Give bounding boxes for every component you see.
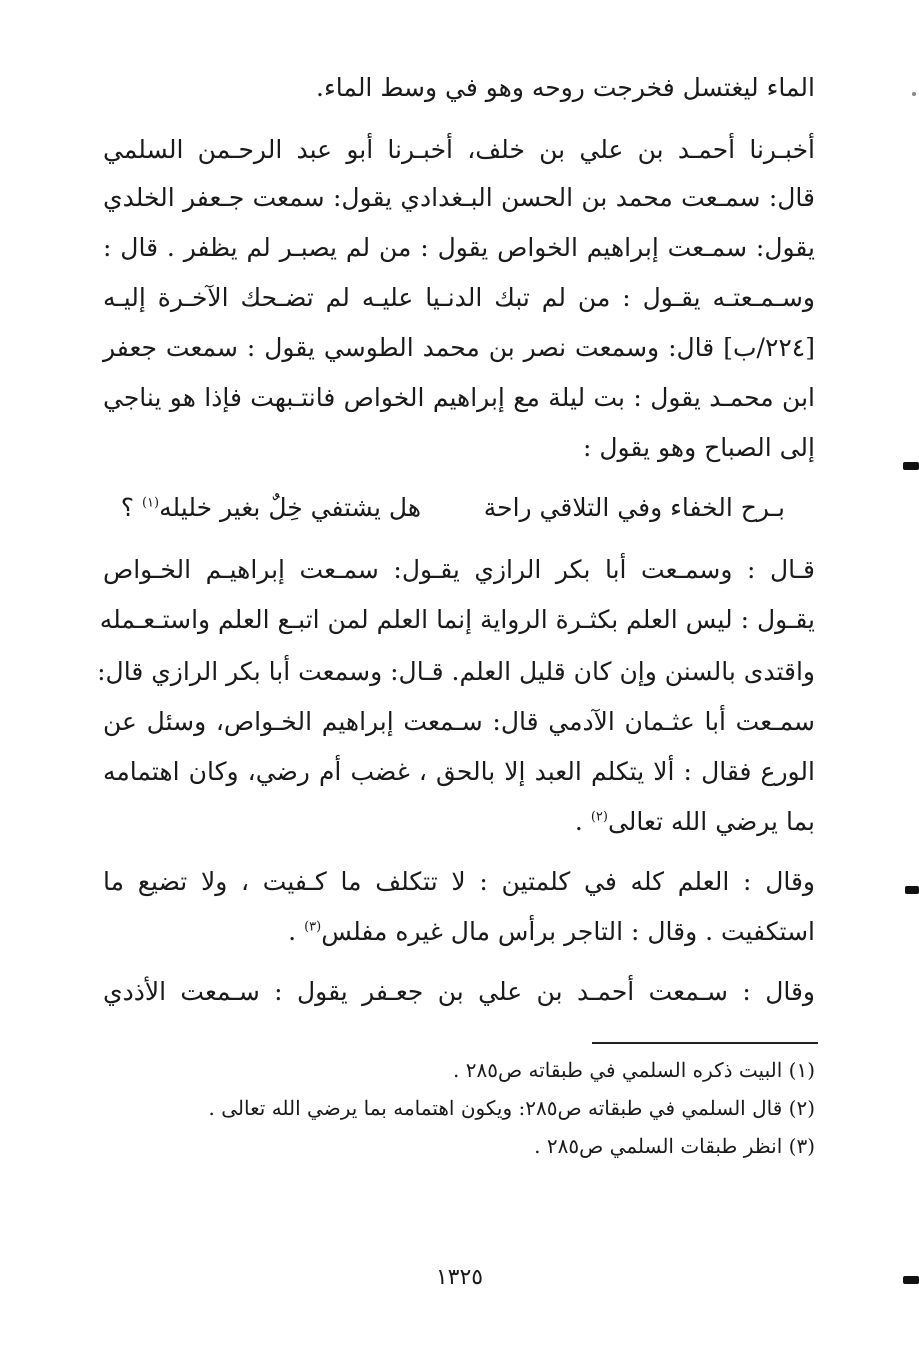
text-line-17: وقال : سـمعت أحمـد بن علي بن جعـفر يقول : سـمعت الأذدي [103,977,815,1006]
edge-mark-2 [905,886,919,894]
text-line-5: وسـمـعتـه يقـول : من لم تبك الدنـيا عليـه لم تضـحك الآخـرة إليـه [103,283,815,312]
text-line-14-body: بما يرضي الله تعالى [607,807,815,836]
text-line-13: الورع فقال : ألا يتكلم العبد إلا بالحق ، غضب أم رضي، وكان اهتمامه [103,757,815,786]
text-line-14-tail: . [574,807,591,836]
verse-first-hemistich [484,488,785,528]
text-line-3: قال: سمـعت محمد بن الحسن البـغدادي يقول: سمعت جـعفر الخلدي [103,183,815,212]
edge-dot [912,92,916,96]
footnote-marker-3: (٣) [304,919,322,935]
text-line-16 [103,912,815,952]
text-line-10: يقـول : ليس العلم بكثـرة الرواية إنما العلم لمن اتبـع العلم واستـعـمله [99,605,815,634]
text-line-15: وقال : العلم كله في كلمتين : لا تتكلف ما كـفيت ، ولا تضيع ما [103,867,815,896]
edge-mark-3 [903,1276,919,1284]
verse-second-hemistich [121,488,421,528]
text-line-16-body: استكفيت . وقال : التاجر برأس مال غيره مفلس [321,917,815,946]
text-line-9: قـال : وسمـعت أبا بكر الرازي يقـول: سمـعت إبراهيـم الخـواص [103,555,815,584]
footnote-1: (١) البيت ذكره السلمي في طبقاته ص٢٨٥ . [453,1058,815,1082]
text-line-12: سمـعت أبا عثـمان الآدمي قال: سـمعت إبراهيم الخـواص، وسئل عن [103,707,815,736]
footnote-marker-1: (١) [141,495,160,511]
text-line-8: إلى الصباح وهو يقول : [582,433,815,462]
footnote-separator [592,1042,818,1044]
text-line-7: ابن محمـد يقول : بت ليلة مع إبراهيم الخواص فانتـبهت فإذا هو يناجي [103,383,815,412]
verse-second-text: هل يشتفي خِلٌ بغير خليله [159,493,421,522]
page-number: ١٣٢٥ [435,1265,484,1290]
text-line-6: [٢٢٤/ب] قال: وسمعت نصر بن محمد الطوسي يقول : سمعت جعفر [103,333,815,362]
footnote-2: (٢) قال السلمي في طبقاته ص٢٨٥: ويكون اهتمامه بما يرضي الله تعالى . [208,1096,815,1120]
text-line-2: أخبـرنا أحمـد بن علي بن خلف، أخبـرنا أبو عبد الرحـمن السلمي [103,135,815,164]
footnote-3: (٣) انظر طبقات السلمي ص٢٨٥ . [534,1134,815,1158]
edge-mark-1 [903,462,919,470]
text-line-11: واقتدى بالسنن وإن كان قليل العلم. قـال: وسمعت أبا بكر الرازي قال: [97,657,815,686]
text-line-16-tail: . [288,917,305,946]
footnote-marker-2: (٢) [590,809,608,825]
verse-end: ؟ [120,493,142,522]
text-line-1: الماء ليغتسل فخرجت روحه وهو في وسط الماء. [316,73,815,102]
text-line-14 [103,802,815,842]
verse-first-text: بـرح الخفاء وفي التلاقي راحة [483,493,785,522]
text-line-4: يقول: سمـعت إبراهيم الخواص يقول : من لم يصبـر لم يظفر . قال : [103,233,815,262]
